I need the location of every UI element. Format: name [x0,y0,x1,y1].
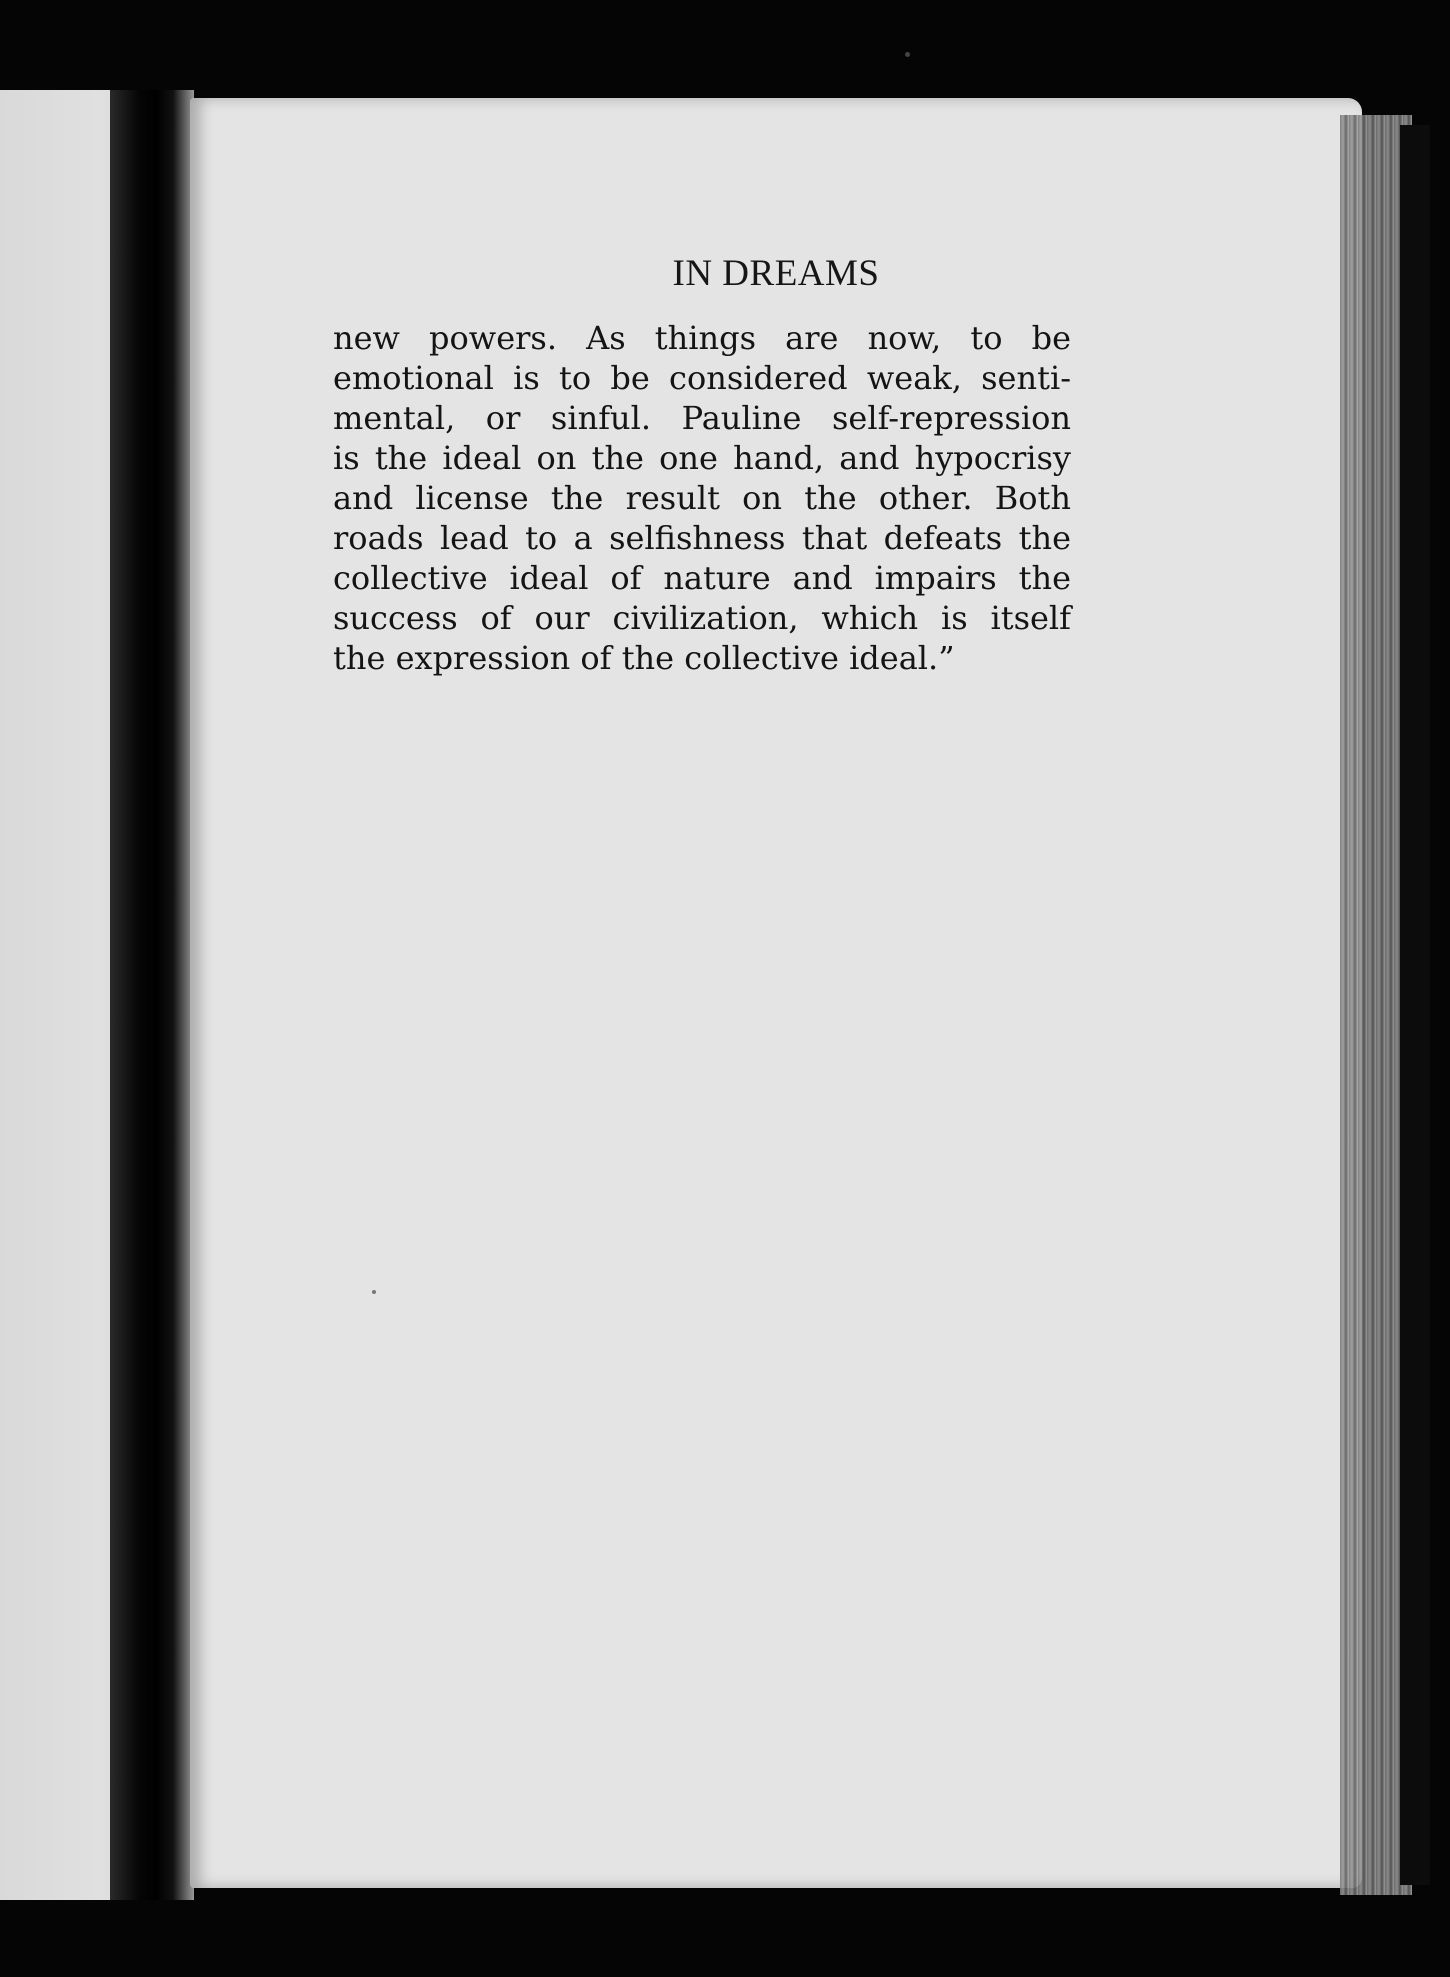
text-line: emotional is to be considered weak, senti- [333,359,1071,397]
text-line: collective ideal of nature and impairs the [333,559,1071,597]
text-line: new powers. As things are now, to be [333,319,1071,357]
scan-speck [372,1290,376,1294]
scan-speck [905,52,910,57]
book-cover-edge [1400,125,1430,1885]
text-line: success of our civilization, which is itself [333,599,1071,637]
text-line: mental, or sinful. Pauline self-repression [333,399,1071,437]
body-paragraph [333,318,1071,678]
text-line: and license the result on the other. Both [333,479,1071,517]
text-line: is the ideal on the one hand, and hypocrisy [333,439,1071,477]
text-line: the expression of the collective ideal.” [333,639,955,677]
running-head: IN DREAMS [672,253,880,294]
book-gutter [110,90,194,1900]
text-line: roads lead to a selfishness that defeats the [333,519,1071,557]
